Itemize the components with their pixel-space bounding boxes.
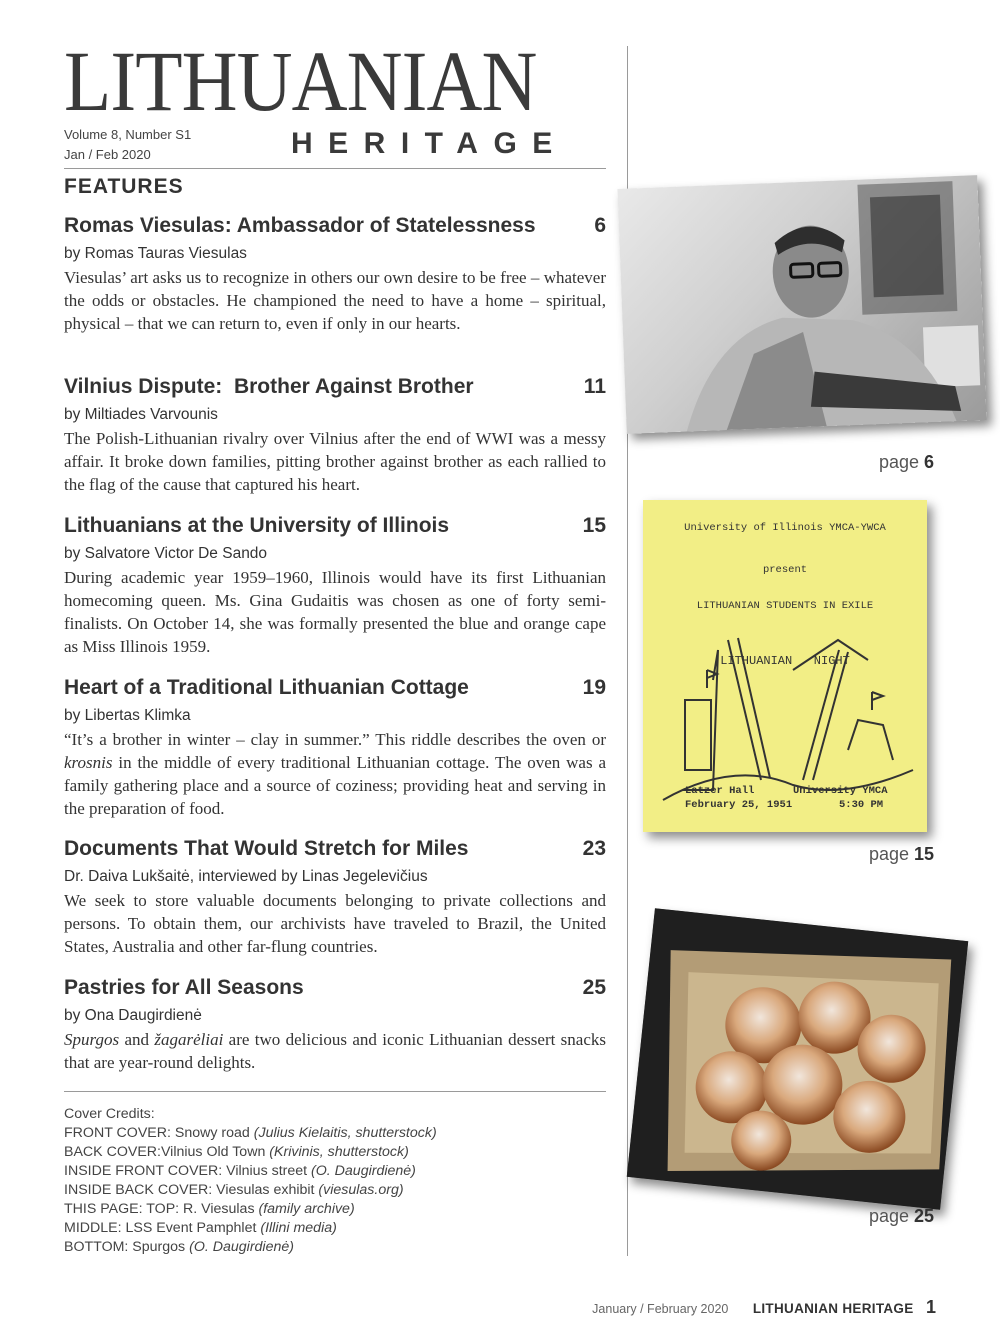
pamphlet-sketch <box>643 500 927 832</box>
issue-date: Jan / Feb 2020 <box>64 147 151 162</box>
article-page-number: 19 <box>582 676 606 699</box>
summary-italic: Spurgos <box>64 1030 120 1049</box>
credit-label: BACK COVER:Vilnius Old Town <box>64 1144 270 1160</box>
pastries-photo <box>627 908 968 1209</box>
credits-divider <box>64 1091 606 1092</box>
caption-page-number: 15 <box>914 844 935 864</box>
credit-line <box>64 1238 437 1257</box>
event-pamphlet <box>643 500 927 832</box>
caption-page-6 <box>879 452 934 473</box>
credit-line <box>64 1124 437 1143</box>
issue-volume: Volume 8, Number S1 <box>64 127 192 142</box>
credit-source: (Illini media) <box>260 1220 337 1236</box>
pamphlet-line: LITHUANIAN STUDENTS IN EXILE <box>696 600 874 612</box>
caption-prefix: page <box>879 452 925 472</box>
article-title-text[interactable]: Vilnius Dispute: Brother Against Brother <box>64 375 474 398</box>
credit-source: (O. Daugirdienė) <box>311 1163 416 1179</box>
article-byline: by Salvatore Victor De Sando <box>64 545 268 562</box>
pamphlet-line: University of Illinois YMCA-YWCA <box>684 522 886 534</box>
article-entry[interactable] <box>64 212 606 335</box>
article-title[interactable] <box>64 512 606 540</box>
credit-line <box>64 1181 437 1200</box>
article-summary: We seek to store valuable documents belonging to private collections and persons. To obtain them, our archivists have traveled to Brazil, the United States, Australia and other far-flung countries. <box>64 891 606 956</box>
article-summary: The Polish-Lithuanian rivalry over Vilnius after the end of WWI was a messy affair. It broke down families, pitting brother against brother as each rallied to the flag of the cause that captured his heart. <box>64 429 606 494</box>
article-title-text[interactable]: Heart of a Traditional Lithuanian Cottage <box>64 676 469 699</box>
article-entry[interactable] <box>64 512 606 658</box>
article-page-number: 23 <box>582 837 606 860</box>
article-title[interactable] <box>64 373 606 401</box>
article-summary: During academic year 1959–1960, Illinois would have its first Lithuanian homecoming queen. Ms. Gina Gudaitis was chosen as one of forty semi-finalists. On October 14, she was formally presented the blue and orange cape as Miss Illinois 1959. <box>64 568 606 656</box>
article-entry[interactable] <box>64 974 606 1074</box>
masthead-subtitle: HERITAGE <box>291 127 568 160</box>
article-summary: Viesulas’ art asks us to recognize in others our own desire to be free – whatever the odds or obstacles. He championed the need to have a home – spiritual, physical – that we can return to, even if only in our hearts. <box>64 268 606 333</box>
article-summary <box>64 728 606 820</box>
credit-label: THIS PAGE: TOP: R. Viesulas <box>64 1201 259 1217</box>
summary-text: are two delicious and iconic Lithuanian dessert snacks that are year-round delights. <box>64 1030 606 1072</box>
pamphlet-date: February 25, 1951 <box>685 799 793 811</box>
article-byline: Dr. Daiva Lukšaitė, interviewed by Linas Jegelevičius <box>64 868 428 885</box>
credit-source: (Krivinis, shutterstock) <box>269 1144 409 1160</box>
caption-page-25 <box>869 1206 934 1227</box>
footer-magazine-name: LITHUANIAN HERITAGE <box>752 1301 914 1316</box>
features-heading: FEATURES <box>64 175 184 198</box>
summary-text: and <box>119 1030 155 1049</box>
article-title-text[interactable]: Lithuanians at the University of Illinois <box>64 514 450 537</box>
credit-label: BOTTOM: Spurgos <box>64 1239 190 1255</box>
caption-page-number: 6 <box>924 452 935 472</box>
article-entry[interactable] <box>64 674 606 820</box>
credit-source: (family archive) <box>258 1201 355 1217</box>
credit-source: (viesulas.org) <box>318 1182 404 1198</box>
article-title-text[interactable]: Documents That Would Stretch for Miles <box>64 837 469 860</box>
credits-heading: Cover Credits: <box>64 1106 155 1122</box>
pamphlet-line: present <box>762 564 808 576</box>
credit-line <box>64 1200 437 1219</box>
article-byline: by Ona Daugirdienė <box>64 1007 202 1024</box>
masthead-title: LITHUANIAN <box>64 33 537 129</box>
pastries-illustration <box>627 908 968 1209</box>
article-byline: by Miltiades Varvounis <box>64 406 218 423</box>
credit-source: (Julius Kielaitis, shutterstock) <box>253 1125 437 1141</box>
artist-photo <box>617 175 986 434</box>
summary-italic: žagarėliai <box>154 1030 224 1049</box>
summary-italic: krosnis <box>64 753 113 772</box>
article-byline: by Romas Tauras Viesulas <box>64 245 247 262</box>
credit-label: INSIDE BACK COVER: Viesulas exhibit <box>64 1182 319 1198</box>
article-title-text[interactable]: Romas Viesulas: Ambassador of Statelessness <box>64 214 536 237</box>
pamphlet-venue-left: Latzer Hall <box>685 785 755 797</box>
article-summary <box>64 1028 606 1074</box>
article-title-text[interactable]: Pastries for All Seasons <box>64 976 304 999</box>
credit-source: (O. Daugirdienė) <box>189 1239 294 1255</box>
summary-text: “It’s a brother in winter – clay in summer.” This riddle describes the oven or <box>64 730 606 749</box>
caption-prefix: page <box>869 844 915 864</box>
footer-page-number: 1 <box>925 1297 936 1317</box>
page-footer <box>592 1297 936 1318</box>
credit-line <box>64 1143 437 1162</box>
article-byline: by Libertas Klimka <box>64 707 191 724</box>
cover-credits <box>64 1105 437 1257</box>
article-title[interactable] <box>64 835 606 863</box>
article-page-number: 25 <box>582 976 606 999</box>
pamphlet-line: LITHUANIAN NIGHT <box>720 654 850 668</box>
credit-label: MIDDLE: LSS Event Pamphlet <box>64 1220 261 1236</box>
artist-photo-illustration <box>617 175 986 434</box>
footer-date: January / February 2020 <box>592 1302 729 1316</box>
article-page-number: 15 <box>582 514 606 537</box>
summary-text: in the middle of every traditional Lithuanian cottage. The oven was a family gathering place and a source of coziness; providing heat and serving in the preparation of food. <box>64 753 606 818</box>
article-page-number: 11 <box>583 375 606 398</box>
article-title[interactable] <box>64 212 606 240</box>
article-title[interactable] <box>64 674 606 702</box>
pamphlet-time: 5:30 PM <box>839 799 884 811</box>
article-page-number: 6 <box>594 214 606 237</box>
caption-page-15 <box>869 844 934 865</box>
pamphlet-venue-right: University YMCA <box>793 785 888 797</box>
credit-line <box>64 1219 437 1238</box>
credit-label: INSIDE FRONT COVER: Vilnius street <box>64 1163 312 1179</box>
credit-line <box>64 1162 437 1181</box>
masthead-divider <box>64 168 606 169</box>
article-title[interactable] <box>64 974 606 1002</box>
article-entry[interactable] <box>64 373 606 496</box>
article-entry[interactable] <box>64 835 606 958</box>
credit-label: FRONT COVER: Snowy road <box>64 1125 254 1141</box>
caption-page-number: 25 <box>914 1206 935 1226</box>
caption-prefix: page <box>869 1206 915 1226</box>
